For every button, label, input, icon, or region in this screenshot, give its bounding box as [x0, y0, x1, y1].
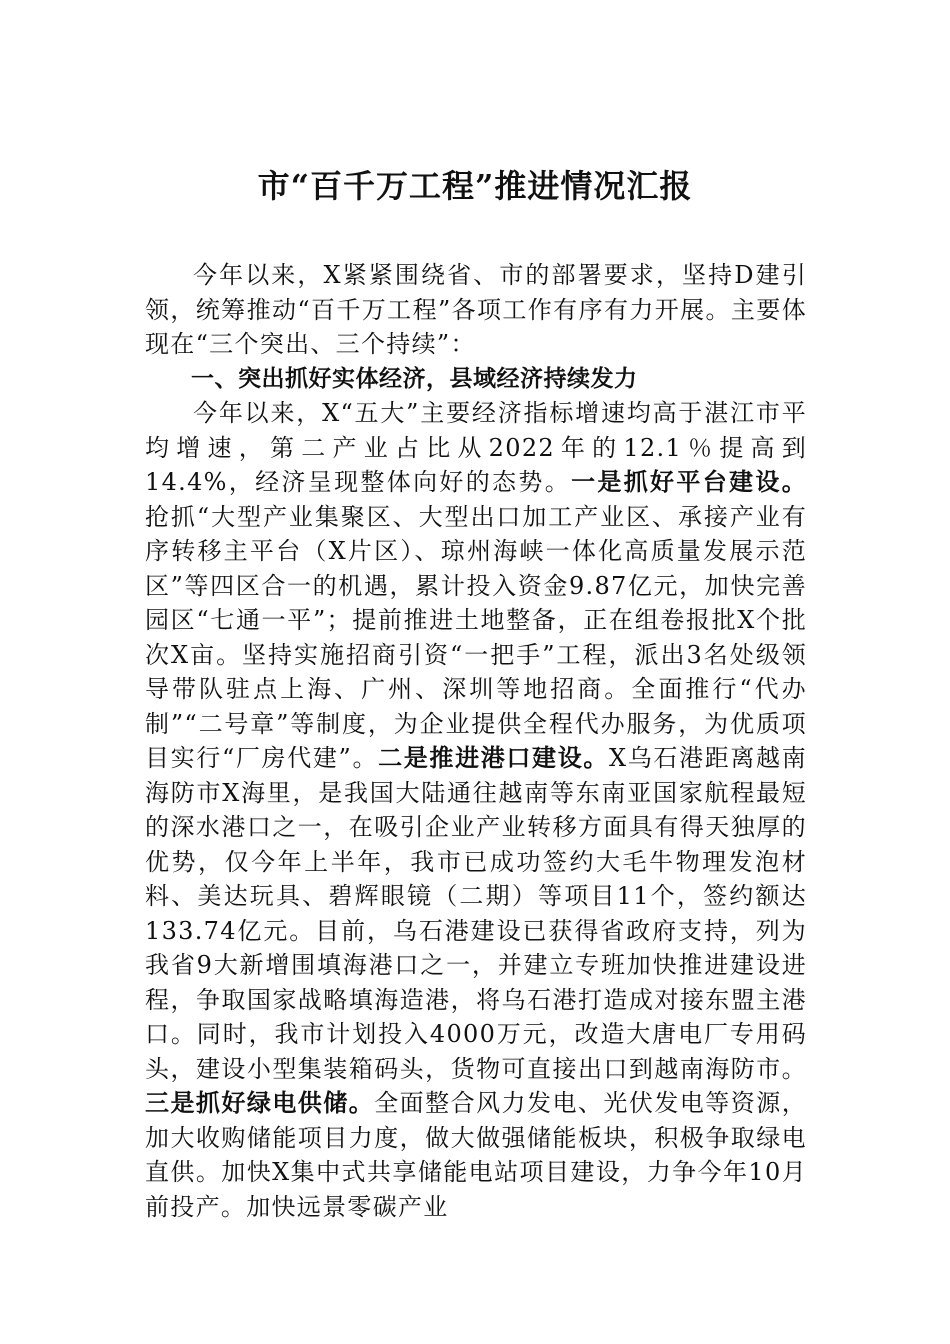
- document-title: 市“百千万工程”推进情况汇报: [257, 167, 693, 205]
- document-body: [145, 258, 807, 1224]
- paragraph-text: 今年以来，X“五大”主要经济指标增速均高于湛江市平均增速，第二产业占比从2022年的12.1％提高到14.4%，经济呈现整体向好的态势。: [145, 399, 807, 496]
- section-heading: 一、突出抓好实体经济，县域经济持续发力: [191, 365, 638, 392]
- paragraph-text: 全面整合风力发电、光伏发电等资源，加大收购储能项目力度，做大做强储能板块，积极争取绿电直供。加快X集中式共享储能电站项目建设，力争今年10月前投产。加快远景零碳产业: [145, 1089, 807, 1221]
- section-paragraph: [145, 396, 807, 1224]
- lead-phrase-green-power: 三是抓好绿电供储。: [145, 1088, 375, 1117]
- lead-phrase-port: 二是推进港口建设。: [378, 743, 610, 772]
- paragraph-text: X乌石港距离越南海防市X海里，是我国大陆通往越南等东南亚国家航程最短的深水港口之一，在吸引企业产业转移方面具有得天独厚的优势，仅今年上半年，我市已成功签约大毛牛物理发泡材料、美达玩具、碧辉眼镜（二期）等项目11个，签约额达133.74亿元。目前，乌石港建设已获得省政府支持，列为我省9大新增围填海港口之一，并建立专班加快推进建设进程，争取国家战略填海造港，将乌石港打造成对接东盟主港口。同时，我市计划投入4000万元，改造大唐电厂专用码头，建设小型集装箱码头，货物可直接出口到越南海防市。: [145, 744, 807, 1083]
- intro-paragraph: 今年以来，X紧紧围绕省、市的部署要求，坚持D建引领，统筹推动“百千万工程”各项工作有序有力开展。主要体现在“三个突出、三个持续”：: [145, 261, 807, 358]
- lead-phrase-platform: 一是抓好平台建设。: [571, 467, 807, 496]
- paragraph-text: 抢抓“大型产业集聚区、大型出口加工产业区、承接产业有序转移主平台（X片区）、琼州海峡一体化高质量发展示范区”等四区合一的机遇，累计投入资金9.87亿元，加快完善园区“七通一平”；提前推进土地整备，正在组卷报批X个批次X亩。坚持实施招商引资“一把手”工程，派出3名处级领导带队驻点上海、广州、深圳等地招商。全面推行“代办制”“二号章”等制度，为企业提供全程代办服务，为优质项目实行“厂房代建”。: [145, 502, 807, 772]
